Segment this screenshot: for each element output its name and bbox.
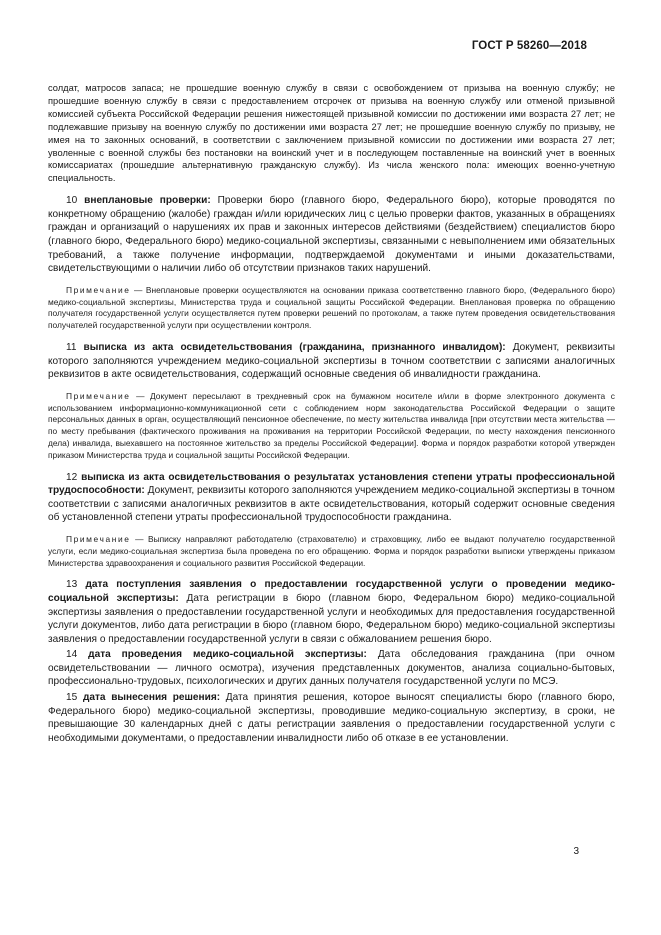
term-10 <box>48 194 615 276</box>
page-number: 3 <box>573 846 579 857</box>
term-definition: Дата принятия решения, которое выносят специалисты бюро (главного бюро, Федерального бюро) медико-социальной экспертизы, проводившие медико-социальную экспертизу, в сроки, не превышающие 30 календарных дней с даты регистрации заявления о предоставлении государственной услуги с необходимыми документами, о предоставлении инвалидности либо об отказе в ее установлении. <box>48 692 615 744</box>
term-number: 14 <box>66 649 78 661</box>
term-definition: Проверки бюро (главного бюро, Федерального бюро), которые проводятся по конкретному обращению (жалобе) граждан и/или юридических лиц с целью проверки фактов, указанных в обращениях граждан и организаций о нарушениях их прав и законных интересов действиями (бездействием) специалистов бюро (главного бюро, Федерального бюро) медико-социальной экспертизы, связанными с невыполнением ими обязательных требований, а также получение информации, подтверждаемой документами и иными доказательствами, свидетельствующими о наличии либо об отсутствии признаков таких нарушений. <box>48 195 615 275</box>
term-number: 12 <box>66 471 78 483</box>
term-number: 11 <box>66 342 77 353</box>
term-title: выписка из акта освидетельствования (гражданина, признанного инвалидом): <box>83 342 506 353</box>
note-label: Примечание <box>66 284 131 295</box>
note-label: Примечание <box>66 533 131 544</box>
term-definition: Документ, реквизиты которого заполняются учреждением медико-социальной экспертизы в точном соответствии с записями аналогичных реквизитов в акте освидетельствования, который содержит основные сведения об установленной степени утраты профессиональной трудоспособности гражданина. <box>48 485 615 524</box>
note-text: — Внеплановые проверки осуществляются на основании приказа соответственно главного бюро, (Федерального бюро) медико-социальной экспертизы, Министерства труда и социальной защиты Российской Федерации. Внеплановая проверка по обращению получателя государственной услуги осуществляется путем проверки решений по протоколам, а также путем проведения освидетельствования получателей государственной услуги при осуществлении контроля. <box>48 284 615 331</box>
term-title: дата поступления заявления о предоставлении государственной услуги о проведении медико-социальной экспертизы: <box>48 579 615 604</box>
note-12 <box>48 534 615 569</box>
term-number: 15 <box>66 692 78 704</box>
document-id-header: ГОСТ Р 58260—2018 <box>471 40 587 52</box>
note-11 <box>48 391 615 462</box>
intro-paragraph: солдат, матросов запаса; не прошедшие военную службу в связи с освобождением от призыва на военную службу; не прошедшие военную службу в связи с предоставлением отсрочек от призыва на военную службу или отменой призывной комиссией субъекта Российской Федерации решения нижестоящей призывной комиссии по достижении ими возраста 27 лет; не подлежавшие призыву на военную службу по достижении ими возраста 27 лет; не прошедшие военную службу по призыву, не имея на то законных оснований, в соответствии с заключением призывной комиссии по достижении ими возраста 27 лет; уволенные с военной службы без постановки на воинский учет и в последующем поставленные на воинский учет в военных комиссариатах (прошедшие альтернативную гражданскую службу). Из числа женского пола: имеющих военно-учетную специальность. <box>48 83 615 184</box>
term-title: дата проведения медико-социальной экспертизы: <box>88 649 367 661</box>
term-number: 10 <box>66 195 78 207</box>
term-15 <box>48 691 615 745</box>
note-10 <box>48 285 615 332</box>
term-title: выписка из акта освидетельствования о результатах установления степени утраты профессиональной трудоспособности: <box>48 471 616 497</box>
term-13 <box>48 578 615 646</box>
note-text: — Выписку направляют работодателю (страхователю) и страховщику, либо ее выдают получателю государственной услуги, если медико-социальная экспертиза была проведена по его обращению. Форма и порядок разработки выписки утверждены приказом Министерства здравоохранения и социального развития Российской Федерации. <box>48 533 615 568</box>
page-body <box>48 82 615 747</box>
term-title: внеплановые проверки: <box>84 195 211 207</box>
term-11 <box>48 341 615 382</box>
note-label: Примечание <box>66 390 131 401</box>
term-definition: Дата регистрации в бюро (главном бюро, Федеральном бюро) медико-социальной экспертизы заявления о предоставлении государственной услуги и необходимых для предоставления государственной услуги документов, либо дата регистрации в бюро (главном бюро, Федеральном бюро) медико-социальной экспертизы заявления о предоставлении государственной услуги в связи с обжалованием решения бюро. <box>48 592 615 645</box>
note-text: — Документ пересылают в трехдневный срок на бумажном носителе и/или в форме электронного документа с использованием информационно-коммуникационной сети с соблюдением норм законодательства Российской Федерации о защите персональных данных в орган, осуществляющий пенсионное обеспечение, по месту жительства инвалида [при отсутствии места жительства — по месту пребывания (фактического проживания на проживания на территории Российской Федерации, по месту нахождения пенсионного дела) инвалида, выехавшего на постоянное жительство за пределы Российской Федерации]. Форма и порядок разработки которой утвержден приказом Министерства труда и социальной защиты Российской Федерации. <box>48 390 615 460</box>
term-14 <box>48 648 615 689</box>
term-definition: Документ, реквизиты которого заполняются учреждением медико-социальной экспертизы в точном соответствии с записями аналогичных реквизитов в акте освидетельствования, содержащий основные сведения об инвалидности гражданина. <box>48 342 615 381</box>
term-number: 13 <box>66 579 78 591</box>
term-title: дата вынесения решения: <box>82 692 221 704</box>
term-definition: Дата обследования гражданина (при очном освидетельствовании — личного осмотра), изучения представленных документов, анализа социально-бытовых, профессионально-трудовых, психологических и других данных получателя государственной услуги по МСЭ. <box>48 649 615 688</box>
term-12 <box>48 471 615 525</box>
